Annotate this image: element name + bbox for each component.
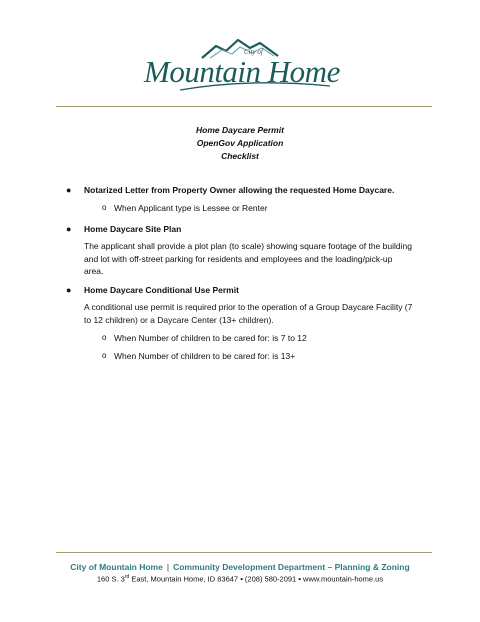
body-line: and lot with off-street parking for residents and employees and the loading/pick-up	[84, 253, 393, 264]
title-line-2: OpenGov Application	[196, 138, 284, 148]
checklist-sub-item: When Number of children to be cared for: is 7 to 12	[114, 333, 307, 343]
checklist-item-heading: Home Daycare Site Plan	[84, 224, 182, 234]
address-part: 160 S. 3	[96, 574, 125, 584]
checklist-sub-item: When Number of children to be cared for: is 13+	[114, 351, 296, 361]
checklist-sub-item: When Applicant type is Lessee or Renter	[114, 203, 268, 213]
footer-organization	[0, 562, 480, 572]
body-line: area.	[84, 266, 104, 276]
footer-divider	[56, 552, 432, 553]
logo-city-of: City of	[244, 48, 263, 56]
circle-bullet-icon: o	[102, 203, 107, 212]
footer-address	[0, 574, 480, 584]
body-line: A conditional use permit is required prior to the operation of a Group Daycare Facility (7	[84, 302, 413, 312]
bullet-icon: ●	[66, 285, 72, 295]
circle-bullet-icon: o	[102, 333, 107, 342]
logo-wordmark: Mountain Home	[144, 54, 340, 89]
header-divider	[56, 106, 432, 107]
bullet-icon: ●	[66, 185, 72, 195]
checklist-item-heading: Notarized Letter from Property Owner allowing the requested Home Daycare.	[84, 185, 395, 195]
body-line: The applicant shall provide a plot plan (to scale) showing square footage of the building	[84, 241, 412, 251]
title-line-1: Home Daycare Permit	[196, 125, 284, 135]
checklist-item-body	[84, 301, 424, 326]
footer-org-name: City of Mountain Home	[70, 562, 163, 572]
footer-department: Community Development Department – Planning & Zoning	[173, 562, 410, 572]
body-line: to 12 children) or a Daycare Center (13+ children).	[84, 314, 274, 325]
city-logo	[140, 34, 350, 96]
checklist-item-body	[84, 240, 424, 278]
checklist-item-heading: Home Daycare Conditional Use Permit	[84, 285, 239, 295]
address-sup: rd	[124, 574, 130, 580]
bullet-icon: ●	[66, 224, 72, 234]
document-title	[0, 124, 480, 163]
footer-separator: |	[166, 562, 170, 572]
title-line-3: Checklist	[221, 151, 259, 161]
address-part: East, Mountain Home, ID 83647 ▪ (208) 580-2091 ▪ www.mountain-home.us	[129, 574, 384, 584]
circle-bullet-icon: o	[102, 351, 107, 360]
